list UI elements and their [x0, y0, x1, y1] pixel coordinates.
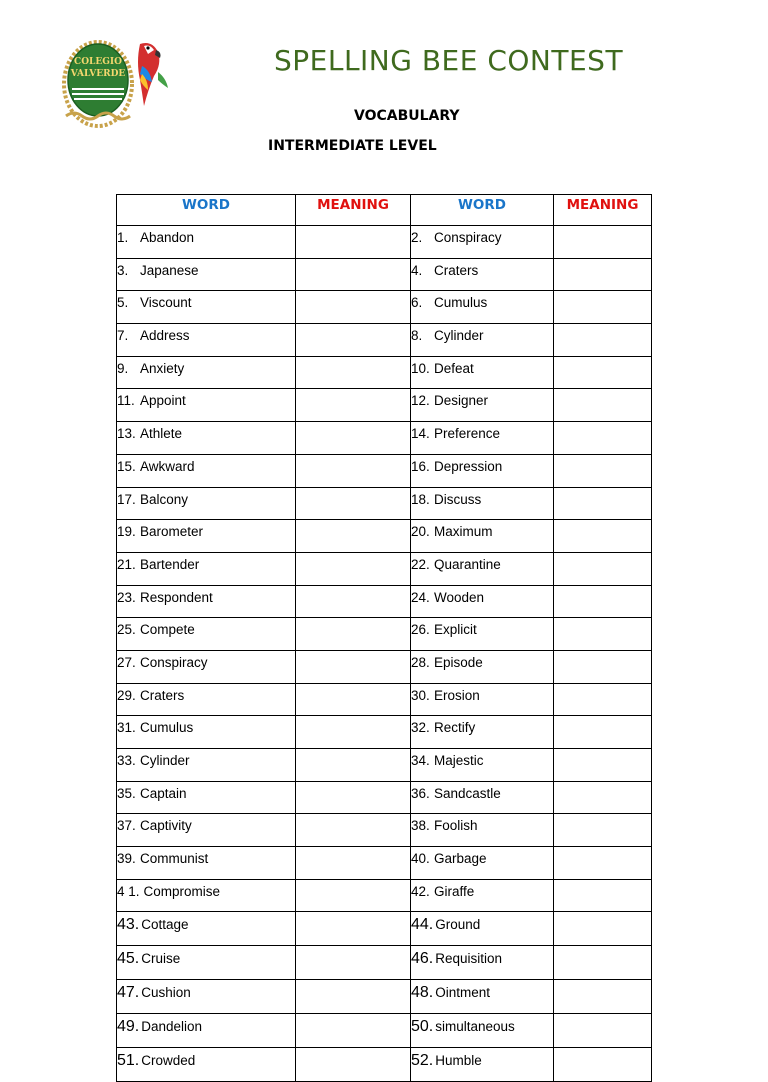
word-number: 10. [411, 360, 430, 376]
word-text: Preference [434, 426, 501, 442]
meaning-cell[interactable] [296, 879, 411, 912]
word-cell [117, 879, 296, 912]
word-text: Cumulus [434, 295, 488, 311]
meaning-cell[interactable] [296, 847, 411, 880]
word-text: Bartender [140, 556, 200, 572]
meaning-column-header: MEANING [554, 195, 652, 226]
word-text: Compromise [143, 883, 221, 899]
table-row [117, 980, 652, 1014]
meaning-cell[interactable] [554, 552, 652, 585]
table-row [117, 814, 652, 847]
word-text: Communist [140, 851, 209, 867]
meaning-cell[interactable] [296, 946, 411, 980]
word-cell [117, 980, 296, 1014]
meaning-cell[interactable] [296, 454, 411, 487]
meaning-cell[interactable] [554, 847, 652, 880]
word-text: Majestic [434, 753, 484, 768]
word-number: 9. [117, 360, 129, 376]
word-cell [117, 618, 296, 651]
meaning-cell[interactable] [296, 520, 411, 553]
word-text: Balcony [140, 491, 189, 507]
word-text: Ointment [435, 985, 491, 1001]
word-cell [117, 683, 296, 716]
word-cell [411, 454, 554, 487]
meaning-cell[interactable] [554, 226, 652, 259]
word-cell [411, 980, 554, 1014]
meaning-cell[interactable] [554, 487, 652, 520]
word-cell [117, 650, 296, 683]
word-text: Awkward [140, 458, 195, 474]
page-title: SPELLING BEE CONTEST [274, 44, 624, 77]
word-text: Athlete [140, 426, 183, 442]
word-number: 29. [117, 687, 136, 703]
word-text: Foolish [434, 818, 478, 834]
meaning-cell[interactable] [296, 814, 411, 847]
word-cell [117, 716, 296, 749]
word-text: Captivity [140, 818, 192, 834]
word-number: 37. [117, 818, 136, 834]
table-row [117, 847, 652, 880]
meaning-cell[interactable] [554, 520, 652, 553]
table-row [117, 716, 652, 749]
word-number: 4 1. [117, 883, 140, 899]
meaning-cell[interactable] [554, 1014, 652, 1048]
meaning-cell[interactable] [296, 781, 411, 814]
word-cell [117, 422, 296, 455]
meaning-cell[interactable] [296, 1048, 411, 1082]
table-row [117, 454, 652, 487]
word-cell [411, 847, 554, 880]
word-text: Defeat [434, 360, 474, 376]
meaning-cell[interactable] [296, 618, 411, 651]
word-cell [411, 258, 554, 291]
table-row [117, 683, 652, 716]
meaning-cell[interactable] [296, 716, 411, 749]
word-text: Cumulus [140, 720, 194, 736]
table-row [117, 1014, 652, 1048]
word-text: Sandcastle [434, 785, 501, 801]
word-cell [117, 749, 296, 782]
word-cell [411, 389, 554, 422]
word-text: Garbage [434, 851, 487, 867]
word-number: 6. [411, 295, 423, 311]
meaning-cell[interactable] [554, 912, 652, 946]
table-row [117, 618, 652, 651]
word-number: 3. [117, 262, 129, 278]
word-cell [117, 324, 296, 357]
meaning-cell[interactable] [554, 356, 652, 389]
meaning-cell[interactable] [296, 422, 411, 455]
meaning-cell[interactable] [296, 291, 411, 324]
table-row [117, 389, 652, 422]
meaning-cell[interactable] [296, 356, 411, 389]
word-cell [411, 716, 554, 749]
table-row [117, 324, 652, 357]
word-cell [411, 1014, 554, 1048]
meaning-cell[interactable] [554, 814, 652, 847]
word-cell [411, 683, 554, 716]
word-text: Compete [140, 622, 195, 638]
word-number: 13. [117, 426, 136, 442]
table-row [117, 258, 652, 291]
word-cell [411, 422, 554, 455]
word-number: 2. [411, 230, 423, 245]
word-cell [411, 520, 554, 553]
meaning-cell[interactable] [296, 749, 411, 782]
word-text: Discuss [434, 491, 482, 507]
word-cell [117, 1014, 296, 1048]
word-number: 12. [411, 393, 430, 409]
word-number: 45. [117, 950, 140, 968]
word-text: Cottage [141, 917, 189, 933]
word-text: Anxiety [140, 360, 185, 376]
word-text: Crowded [141, 1053, 196, 1069]
word-text: Craters [140, 687, 185, 703]
meaning-cell[interactable] [296, 487, 411, 520]
word-cell [411, 291, 554, 324]
word-text: Wooden [434, 589, 485, 605]
word-number: 44. [411, 916, 434, 934]
word-number: 11. [117, 393, 135, 409]
word-number: 22. [411, 556, 430, 572]
word-cell [117, 1048, 296, 1082]
word-text: Conspiracy [140, 654, 208, 670]
table-row [117, 291, 652, 324]
meaning-cell[interactable] [554, 618, 652, 651]
word-text: Viscount [140, 295, 192, 311]
svg-text:VALVERDE: VALVERDE [70, 69, 126, 79]
word-number: 7. [117, 328, 129, 344]
meaning-cell[interactable] [554, 324, 652, 357]
word-text: Abandon [140, 230, 195, 245]
word-number: 31. [117, 720, 136, 736]
word-cell [117, 946, 296, 980]
table-row [117, 585, 652, 618]
word-number: 14. [411, 426, 430, 442]
word-text: Address [140, 328, 190, 344]
meaning-cell[interactable] [554, 781, 652, 814]
word-number: 48. [411, 984, 434, 1002]
level-subtitle: INTERMEDIATE LEVEL [268, 138, 437, 154]
word-text: Cylinder [140, 753, 190, 768]
meaning-cell[interactable] [554, 879, 652, 912]
word-number: 50. [411, 1018, 434, 1036]
meaning-cell[interactable] [554, 716, 652, 749]
table-row [117, 520, 652, 553]
word-text: Dandelion [141, 1019, 203, 1035]
word-number: 25. [117, 622, 136, 638]
table-row [117, 356, 652, 389]
word-cell [411, 552, 554, 585]
word-cell [411, 946, 554, 980]
word-number: 49. [117, 1018, 140, 1036]
word-text: Giraffe [434, 883, 475, 899]
word-cell [117, 781, 296, 814]
svg-text:COLEGIO: COLEGIO [74, 57, 122, 67]
vocabulary-subtitle: VOCABULARY [354, 108, 460, 124]
meaning-cell[interactable] [296, 585, 411, 618]
meaning-cell[interactable] [296, 552, 411, 585]
meaning-cell[interactable] [296, 389, 411, 422]
word-text: Respondent [140, 589, 213, 605]
word-cell [411, 324, 554, 357]
meaning-cell[interactable] [554, 422, 652, 455]
table-row [117, 552, 652, 585]
word-number: 38. [411, 818, 430, 834]
word-number: 43. [117, 916, 140, 934]
word-number: 39. [117, 851, 136, 867]
school-crest-icon [58, 36, 174, 128]
meaning-cell[interactable] [296, 912, 411, 946]
word-number: 47. [117, 984, 140, 1002]
table-row [117, 781, 652, 814]
table-header-row [117, 195, 652, 226]
word-cell [117, 454, 296, 487]
word-text: Japanese [140, 262, 199, 278]
meaning-cell[interactable] [296, 258, 411, 291]
word-text: Depression [434, 458, 503, 474]
word-cell [117, 847, 296, 880]
word-text: Barometer [140, 524, 204, 540]
word-cell [411, 487, 554, 520]
word-text: Conspiracy [434, 230, 502, 245]
word-number: 8. [411, 328, 423, 344]
meaning-cell[interactable] [554, 683, 652, 716]
meaning-cell[interactable] [554, 749, 652, 782]
word-cell [411, 912, 554, 946]
word-cell [411, 618, 554, 651]
word-column-header: WORD [411, 195, 554, 226]
word-text: Episode [434, 654, 483, 670]
word-number: 19. [117, 524, 136, 540]
table-row [117, 749, 652, 782]
word-cell [117, 552, 296, 585]
word-number: 18. [411, 491, 430, 507]
word-number: 32. [411, 720, 430, 736]
meaning-cell[interactable] [554, 650, 652, 683]
table-row [117, 422, 652, 455]
meaning-cell[interactable] [554, 291, 652, 324]
word-number: 15. [117, 458, 136, 474]
table-row [117, 1048, 652, 1082]
meaning-cell[interactable] [296, 650, 411, 683]
school-logo [58, 36, 174, 128]
word-cell [117, 291, 296, 324]
word-text: simultaneous [435, 1019, 515, 1035]
word-cell [117, 912, 296, 946]
meaning-cell[interactable] [554, 454, 652, 487]
word-cell [117, 814, 296, 847]
word-number: 33. [117, 753, 136, 768]
meaning-cell[interactable] [554, 946, 652, 980]
word-number: 24. [411, 589, 430, 605]
word-text: Appoint [140, 393, 186, 409]
word-number: 42. [411, 883, 430, 899]
word-cell [411, 356, 554, 389]
meaning-column-header: MEANING [296, 195, 411, 226]
vocabulary-table-body [117, 226, 652, 1082]
word-cell [411, 226, 554, 259]
word-number: 30. [411, 687, 430, 703]
word-cell [117, 226, 296, 259]
meaning-cell[interactable] [554, 585, 652, 618]
meaning-cell[interactable] [296, 324, 411, 357]
word-text: Quarantine [434, 556, 501, 572]
table-row [117, 946, 652, 980]
word-cell [411, 814, 554, 847]
word-number: 34. [411, 753, 430, 768]
word-text: Erosion [434, 687, 480, 703]
word-number: 21. [117, 556, 136, 572]
word-number: 40. [411, 851, 430, 867]
word-cell [411, 879, 554, 912]
meaning-cell[interactable] [554, 1048, 652, 1082]
table-row [117, 879, 652, 912]
meaning-cell[interactable] [554, 389, 652, 422]
word-cell [411, 1048, 554, 1082]
word-cell [411, 749, 554, 782]
word-number: 23. [117, 589, 136, 605]
meaning-cell[interactable] [296, 980, 411, 1014]
word-text: Explicit [434, 622, 477, 638]
word-number: 28. [411, 654, 430, 670]
word-number: 26. [411, 622, 430, 638]
word-cell [117, 356, 296, 389]
word-text: Rectify [434, 720, 476, 736]
vocabulary-table [116, 194, 652, 1082]
word-cell [117, 520, 296, 553]
word-text: Craters [434, 262, 479, 278]
word-number: 1. [117, 230, 129, 245]
word-number: 20. [411, 524, 430, 540]
table-row [117, 226, 652, 259]
word-text: Requisition [435, 951, 503, 967]
word-number: 52. [411, 1052, 434, 1070]
word-cell [411, 585, 554, 618]
word-number: 4. [411, 262, 423, 278]
meaning-cell[interactable] [296, 226, 411, 259]
word-cell [117, 258, 296, 291]
word-cell [117, 487, 296, 520]
word-number: 16. [411, 458, 430, 474]
word-text: Ground [435, 917, 481, 933]
word-number: 51. [117, 1052, 140, 1070]
meaning-cell[interactable] [296, 1014, 411, 1048]
word-text: Humble [435, 1053, 482, 1069]
meaning-cell[interactable] [296, 683, 411, 716]
word-cell [117, 585, 296, 618]
word-text: Cylinder [434, 328, 484, 344]
word-text: Cruise [141, 951, 181, 967]
word-number: 5. [117, 295, 129, 311]
word-number: 36. [411, 785, 430, 801]
meaning-cell[interactable] [554, 980, 652, 1014]
word-cell [411, 781, 554, 814]
word-text: Captain [140, 785, 187, 801]
word-text: Maximum [434, 524, 493, 540]
table-row [117, 650, 652, 683]
meaning-cell[interactable] [554, 258, 652, 291]
word-cell [117, 389, 296, 422]
word-text: Cushion [141, 985, 191, 1001]
table-row [117, 487, 652, 520]
word-text: Designer [434, 393, 489, 409]
word-number: 46. [411, 950, 434, 968]
word-column-header: WORD [117, 195, 296, 226]
word-number: 35. [117, 785, 136, 801]
word-cell [411, 650, 554, 683]
table-row [117, 912, 652, 946]
word-number: 17. [117, 491, 136, 507]
word-number: 27. [117, 654, 136, 670]
